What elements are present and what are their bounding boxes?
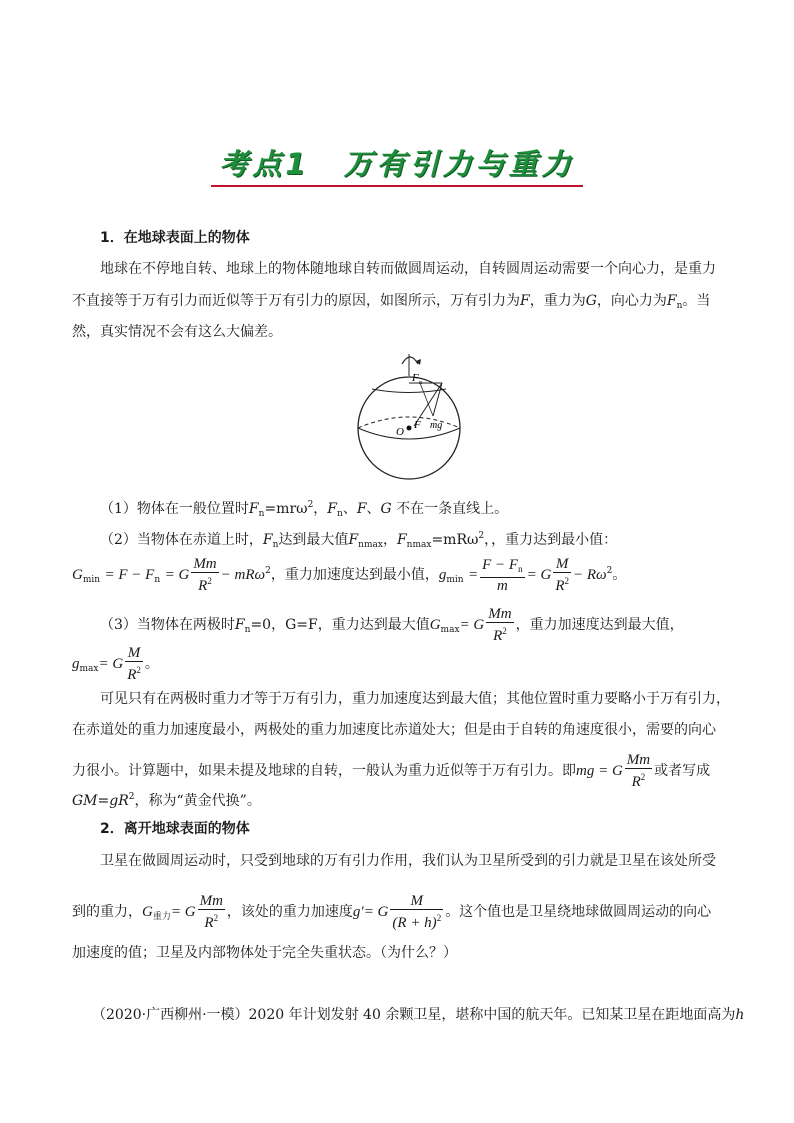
equation-poles: $g_{max}= G$ $\frac{M}{R^2}$ 。 [72, 645, 159, 683]
page-title [211, 142, 582, 187]
item1: （1）物体在一般位置时$F_n=mr\omega^2$，$F_n$、F、G 不在一条直线上。 [100, 500, 509, 519]
label-mg: mg [430, 420, 443, 431]
center-point [407, 426, 412, 431]
latitude-line [372, 389, 446, 393]
title-kaodian: 考点1 [219, 147, 310, 181]
section2-heading: 2．离开地球表面的物体 [100, 821, 250, 837]
label-o: O [396, 426, 404, 438]
section2-line1: 卫星在做圆周运动时，只受到地球的万有引力作用，我们认为卫星所受到的引力就是卫星在该处所受 [100, 853, 716, 869]
label-f: F [414, 419, 421, 431]
para2-line2: 在赤道处的重力加速度最小，两极处的重力加速度比赤道处大；但是由于自转的角速度很小，需要的向心 [72, 722, 716, 738]
para1-line2: 不直接等于万有引力而近似等于万有引力的原因，如图所示，万有引力为F，重力为G，向心力为$F_n$。当 [72, 293, 711, 311]
section2-line3: 加速度的值；卫星及内部物体处于完全失重状态。（为什么？） [72, 945, 457, 961]
item3: （3）当物体在两极时$F_n=0$，G=F，重力达到最大值$G_{max}= G$ $\frac{Mm}{R^2}$ ，重力加速度达到最大值， [100, 606, 684, 644]
rotation-arrow-icon [402, 357, 418, 364]
equation-equator: $G_{min} = F - F_n = G$ $\frac{Mm}{R^2}$ − mRω$^2$，重力加速度达到最小值，$g_{min}$ = $\frac{F - F_n}{m}$ = G $\frac{M}{R^2}$ − $R\omega^2$。 [72, 556, 627, 594]
section2-line2: 到的重力，$G_{重力}= G$ $\frac{Mm}{R^2}$ ，该处的重力加速度g′= G $\frac{M}{(R + h)^2}$ 。这个值也是卫星绕地球做圆周运动的向心 [72, 893, 712, 931]
para1-line3: 然，真实情况不会有这么大偏差。 [72, 324, 282, 340]
item2: （2）当物体在赤道上时，$F_n$达到最大值$F_{nmax}$，$F_{nmax}=mR\omega^2$，，重力达到最小值： [100, 531, 618, 550]
mg-vector [433, 383, 442, 416]
para2-line3: 力很小。计算题中，如果未提及地球的自转，一般认为重力近似等于万有引力。即mg = G $\frac{Mm}{R^2}$ 或者写成 [72, 752, 711, 790]
section1-heading: 1．在地球表面上的物体 [100, 230, 250, 246]
example-line: （2020·广西柳州·一模）2020 年计划发射 40 余颗卫星，堪称中国的航天年。已知某卫星在距地面高为h [92, 1007, 745, 1023]
label-fn: F [412, 372, 419, 384]
earth-diagram [350, 346, 480, 480]
title-bar [0, 142, 794, 187]
title-topic: 万有引力与重力 [343, 147, 575, 181]
para2-line4: $GM=gR^2$，称为“黄金代换”。 [72, 792, 261, 809]
para1-line1: 地球在不停地自转、地球上的物体随地球自转而做圆周运动，自转圆周运动需要一个向心力，是重力 [100, 261, 716, 277]
para2-line1: 可见只有在两极时重力才等于万有引力，重力加速度达到最大值；其他位置时重力要略小于万有引力， [100, 691, 730, 707]
label-fn-sub: n [419, 380, 422, 386]
